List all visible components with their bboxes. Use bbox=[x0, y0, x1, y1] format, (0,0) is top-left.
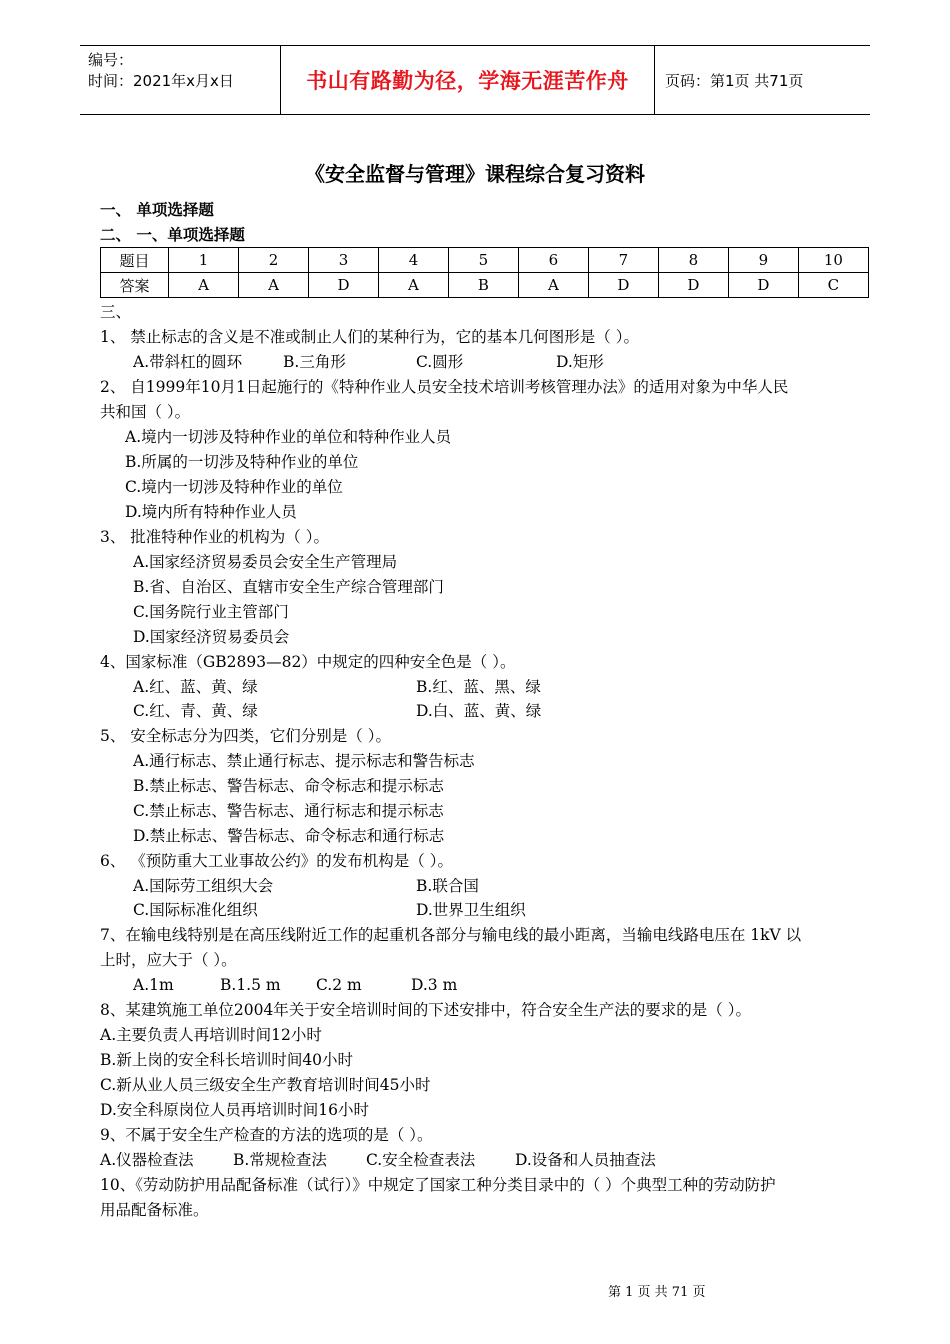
question-8: 8、某建筑施工单位2004年关于安全培训时间的下述安排中，符合安全生产法的要求的是（ ）。 bbox=[100, 1001, 751, 1019]
table-cell: 题目 bbox=[101, 248, 169, 273]
table-cell: A bbox=[378, 273, 448, 298]
option-7b: B.1.5 m bbox=[220, 976, 281, 994]
question-2-line2: 共和国（ ）。 bbox=[100, 403, 191, 421]
question-4: 4、国家标准（GB2893—82）中规定的四种安全色是（ ）。 bbox=[100, 653, 516, 671]
date-label: 时间：2021年x月x日 bbox=[88, 72, 234, 90]
question-7-line2: 上时，应大于（ ）。 bbox=[100, 951, 237, 969]
option-2c: C.境内一切涉及特种作业的单位 bbox=[125, 478, 343, 496]
question-1: 1、 禁止标志的含义是不准或制止人们的某种行为，它的基本几何图形是（ ）。 bbox=[100, 328, 639, 346]
option-2b: B.所属的一切涉及特种作业的单位 bbox=[125, 453, 359, 471]
option-2d: D.境内所有特种作业人员 bbox=[125, 503, 297, 521]
table-cell: 7 bbox=[588, 248, 658, 273]
table-cell: 3 bbox=[309, 248, 379, 273]
option-9b: B.常规检查法 bbox=[233, 1151, 327, 1169]
table-row bbox=[101, 248, 869, 273]
table-cell: C bbox=[798, 273, 868, 298]
table-cell: D bbox=[588, 273, 658, 298]
section-heading-1: 一、 单项选择题 bbox=[100, 201, 214, 219]
table-cell: 6 bbox=[518, 248, 588, 273]
table-cell: D bbox=[728, 273, 798, 298]
table-cell: D bbox=[309, 273, 379, 298]
option-6d: D.世界卫生组织 bbox=[416, 901, 526, 919]
option-9a: A.仪器检查法 bbox=[100, 1151, 194, 1169]
option-8a: A.主要负责人再培训时间12小时 bbox=[100, 1026, 322, 1044]
option-5d: D.禁止标志、警告标志、命令标志和通行标志 bbox=[133, 827, 445, 845]
option-3b: B.省、自治区、直辖市安全生产综合管理部门 bbox=[133, 578, 444, 596]
option-7d: D.3 m bbox=[411, 976, 458, 994]
table-cell: A bbox=[518, 273, 588, 298]
page-footer: 第 1 页 共 71 页 bbox=[608, 1285, 706, 1300]
header-meta bbox=[80, 46, 281, 114]
table-cell: 2 bbox=[239, 248, 309, 273]
option-8c: C.新从业人员三级安全生产教育培训时间45小时 bbox=[100, 1076, 431, 1094]
table-cell: 4 bbox=[378, 248, 448, 273]
table-cell: 8 bbox=[658, 248, 728, 273]
question-6: 6、 《预防重大工业事故公约》的发布机构是（ ）。 bbox=[100, 852, 453, 870]
option-1b: B.三角形 bbox=[283, 353, 346, 371]
question-9: 9、不属于安全生产检查的方法的选项的是（ ）。 bbox=[100, 1126, 433, 1144]
question-10-line1: 10、《劳动防护用品配备标准（试行）》中规定了国家工种分类目录中的（ ）个典型工种的劳动防护 bbox=[100, 1176, 776, 1194]
header-page-info: 页码：第1页 共71页 bbox=[665, 71, 804, 90]
table-cell: 9 bbox=[728, 248, 798, 273]
table-cell: 5 bbox=[448, 248, 518, 273]
option-3a: A.国家经济贸易委员会安全生产管理局 bbox=[133, 553, 398, 571]
option-5a: A.通行标志、禁止通行标志、提示标志和警告标志 bbox=[133, 752, 475, 770]
option-4c: C.红、青、黄、绿 bbox=[133, 702, 258, 720]
table-cell: A bbox=[169, 273, 239, 298]
table-row bbox=[101, 273, 869, 298]
option-7a: A.1m bbox=[133, 976, 174, 994]
question-10-line2: 用品配备标准。 bbox=[100, 1201, 209, 1219]
option-5b: B.禁止标志、警告标志、命令标志和提示标志 bbox=[133, 777, 444, 795]
option-5c: C.禁止标志、警告标志、通行标志和提示标志 bbox=[133, 802, 444, 820]
option-3d: D.国家经济贸易委员会 bbox=[133, 628, 290, 646]
option-9d: D.设备和人员抽查法 bbox=[515, 1151, 656, 1169]
table-cell: 1 bbox=[169, 248, 239, 273]
option-4b: B.红、蓝、黑、绿 bbox=[416, 678, 541, 696]
number-label: 编号： bbox=[88, 51, 134, 69]
question-2-line1: 2、 自1999年10月1日起施行的《特种作业人员安全技术培训考核管理办法》的适用对象为中华人民 bbox=[100, 378, 789, 396]
question-5: 5、 安全标志分为四类，它们分别是（ ）。 bbox=[100, 727, 391, 745]
section-heading-3: 三、 bbox=[100, 303, 132, 321]
option-8d: D.安全科原岗位人员再培训时间16小时 bbox=[100, 1101, 370, 1119]
answer-table bbox=[100, 247, 869, 298]
option-1c: C.圆形 bbox=[416, 353, 464, 371]
page-header bbox=[80, 45, 870, 115]
option-7c: C.2 m bbox=[316, 976, 362, 994]
table-cell: B bbox=[448, 273, 518, 298]
option-4a: A.红、蓝、黄、绿 bbox=[133, 678, 258, 696]
option-9c: C.安全检查表法 bbox=[366, 1151, 476, 1169]
option-2a: A.境内一切涉及特种作业的单位和特种作业人员 bbox=[125, 428, 452, 446]
option-8b: B.新上岗的安全科长培训时间40小时 bbox=[100, 1051, 354, 1069]
question-7-line1: 7、在输电线特别是在高压线附近工作的起重机各部分与输电线的最小距离，当输电线路电压在 1kV 以 bbox=[100, 926, 802, 944]
table-cell: D bbox=[658, 273, 728, 298]
option-6b: B.联合国 bbox=[416, 877, 479, 895]
option-3c: C.国务院行业主管部门 bbox=[133, 603, 289, 621]
option-6a: A.国际劳工组织大会 bbox=[133, 877, 274, 895]
option-1a: A.带斜杠的圆环 bbox=[133, 353, 243, 371]
table-cell: 10 bbox=[798, 248, 868, 273]
option-6c: C.国际标准化组织 bbox=[133, 901, 258, 919]
option-4d: D.白、蓝、黄、绿 bbox=[416, 702, 542, 720]
section-heading-2: 二、 一、单项选择题 bbox=[100, 226, 245, 244]
document-title: 《安全监督与管理》课程综合复习资料 bbox=[305, 162, 645, 186]
option-1d: D.矩形 bbox=[556, 353, 604, 371]
table-cell: A bbox=[239, 273, 309, 298]
table-cell: 答案 bbox=[101, 273, 169, 298]
question-3: 3、 批准特种作业的机构为（ ）。 bbox=[100, 528, 329, 546]
header-motto: 书山有路勤为径，学海无涯苦作舟 bbox=[281, 46, 655, 114]
